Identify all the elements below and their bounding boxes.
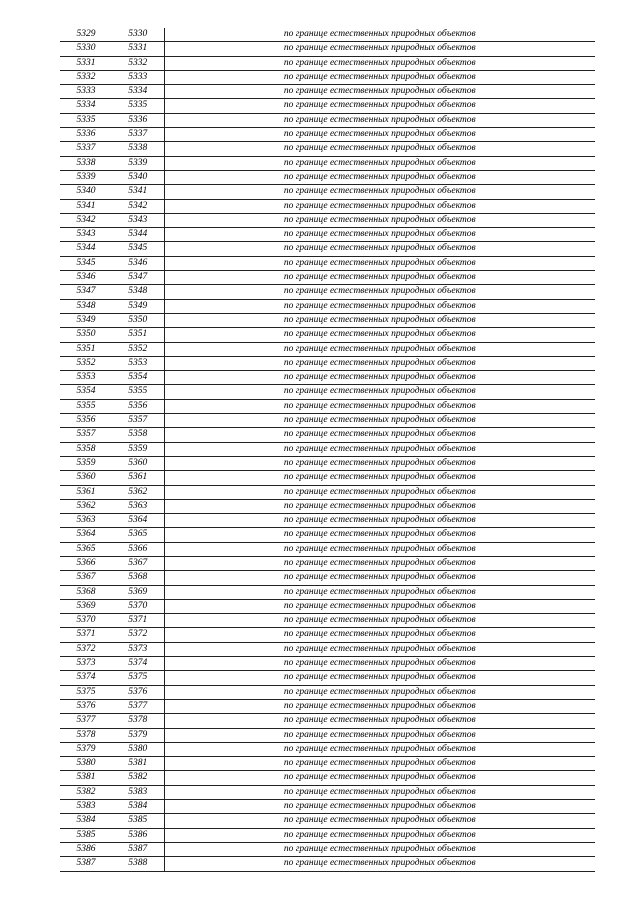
point-from-cell: 5381 [60, 771, 112, 785]
table-body [60, 28, 595, 871]
point-from-cell: 5337 [60, 142, 112, 156]
point-from-cell: 5356 [60, 414, 112, 428]
table-row [60, 371, 595, 385]
point-to-cell: 5334 [112, 85, 164, 99]
point-to-cell: 5386 [112, 828, 164, 842]
point-from-cell: 5379 [60, 742, 112, 756]
table-row [60, 728, 595, 742]
boundary-description-cell: по границе естественных природных объектов [164, 242, 595, 256]
boundary-description-cell: по границе естественных природных объектов [164, 671, 595, 685]
point-to-cell: 5366 [112, 542, 164, 556]
point-to-cell: 5383 [112, 785, 164, 799]
boundary-description-cell: по границе естественных природных объектов [164, 442, 595, 456]
table-row [60, 456, 595, 470]
table-row [60, 328, 595, 342]
boundary-description-cell: по границе естественных природных объектов [164, 385, 595, 399]
table-row [60, 128, 595, 142]
boundary-description-cell: по границе естественных природных объектов [164, 256, 595, 270]
boundary-description-cell: по границе естественных природных объектов [164, 299, 595, 313]
point-to-cell: 5343 [112, 213, 164, 227]
boundary-description-cell: по границе естественных природных объектов [164, 456, 595, 470]
table-row [60, 85, 595, 99]
point-to-cell: 5354 [112, 371, 164, 385]
table-row [60, 414, 595, 428]
boundary-description-cell: по границе естественных природных объектов [164, 156, 595, 170]
boundary-description-cell: по границе естественных природных объектов [164, 128, 595, 142]
table-row [60, 213, 595, 227]
point-to-cell: 5369 [112, 585, 164, 599]
table-row [60, 199, 595, 213]
boundary-description-cell: по границе естественных природных объектов [164, 414, 595, 428]
point-from-cell: 5386 [60, 842, 112, 856]
point-from-cell: 5343 [60, 228, 112, 242]
table-row [60, 685, 595, 699]
point-to-cell: 5357 [112, 414, 164, 428]
point-to-cell: 5358 [112, 428, 164, 442]
point-to-cell: 5360 [112, 456, 164, 470]
table-row [60, 485, 595, 499]
table-row [60, 828, 595, 842]
boundary-description-cell: по границе естественных природных объектов [164, 313, 595, 327]
point-to-cell: 5353 [112, 356, 164, 370]
boundary-description-cell: по границе естественных природных объектов [164, 685, 595, 699]
boundary-description-cell: по границе естественных природных объектов [164, 199, 595, 213]
boundary-description-cell: по границе естественных природных объектов [164, 271, 595, 285]
boundary-description-cell: по границе естественных природных объектов [164, 228, 595, 242]
point-from-cell: 5354 [60, 385, 112, 399]
point-from-cell: 5353 [60, 371, 112, 385]
table-row [60, 699, 595, 713]
boundary-description-cell: по границе естественных природных объектов [164, 113, 595, 127]
point-to-cell: 5378 [112, 714, 164, 728]
point-to-cell: 5355 [112, 385, 164, 399]
point-from-cell: 5370 [60, 614, 112, 628]
point-to-cell: 5332 [112, 56, 164, 70]
point-to-cell: 5356 [112, 399, 164, 413]
point-to-cell: 5368 [112, 571, 164, 585]
table-row [60, 313, 595, 327]
table-row [60, 757, 595, 771]
boundary-description-cell: по границе естественных природных объектов [164, 828, 595, 842]
table-row [60, 399, 595, 413]
boundary-description-cell: по границе естественных природных объектов [164, 614, 595, 628]
point-from-cell: 5338 [60, 156, 112, 170]
point-from-cell: 5387 [60, 857, 112, 871]
boundary-description-cell: по границе естественных природных объектов [164, 714, 595, 728]
point-to-cell: 5384 [112, 800, 164, 814]
boundary-description-cell: по границе естественных природных объектов [164, 571, 595, 585]
point-from-cell: 5360 [60, 471, 112, 485]
boundary-segments-table [60, 28, 595, 872]
point-from-cell: 5333 [60, 85, 112, 99]
point-from-cell: 5346 [60, 271, 112, 285]
boundary-description-cell: по границе естественных природных объектов [164, 742, 595, 756]
point-to-cell: 5381 [112, 757, 164, 771]
point-from-cell: 5374 [60, 671, 112, 685]
point-from-cell: 5348 [60, 299, 112, 313]
point-from-cell: 5361 [60, 485, 112, 499]
point-from-cell: 5368 [60, 585, 112, 599]
boundary-description-cell: по границе естественных природных объектов [164, 499, 595, 513]
table-row [60, 356, 595, 370]
table-row [60, 614, 595, 628]
table-row [60, 514, 595, 528]
point-from-cell: 5377 [60, 714, 112, 728]
point-to-cell: 5330 [112, 28, 164, 42]
boundary-description-cell: по границе естественных природных объектов [164, 142, 595, 156]
point-from-cell: 5358 [60, 442, 112, 456]
point-from-cell: 5375 [60, 685, 112, 699]
boundary-description-cell: по границе естественных природных объектов [164, 85, 595, 99]
point-from-cell: 5382 [60, 785, 112, 799]
point-from-cell: 5363 [60, 514, 112, 528]
boundary-description-cell: по границе естественных природных объектов [164, 699, 595, 713]
boundary-description-cell: по границе естественных природных объектов [164, 514, 595, 528]
table-row [60, 671, 595, 685]
point-from-cell: 5385 [60, 828, 112, 842]
table-row [60, 385, 595, 399]
point-from-cell: 5332 [60, 70, 112, 84]
point-from-cell: 5383 [60, 800, 112, 814]
table-row [60, 142, 595, 156]
point-from-cell: 5336 [60, 128, 112, 142]
boundary-description-cell: по границе естественных природных объектов [164, 485, 595, 499]
point-from-cell: 5355 [60, 399, 112, 413]
point-from-cell: 5339 [60, 170, 112, 184]
point-from-cell: 5380 [60, 757, 112, 771]
table-row [60, 170, 595, 184]
boundary-description-cell: по границе естественных природных объектов [164, 771, 595, 785]
point-from-cell: 5342 [60, 213, 112, 227]
point-from-cell: 5372 [60, 642, 112, 656]
boundary-description-cell: по границе естественных природных объектов [164, 70, 595, 84]
boundary-description-cell: по границе естественных природных объектов [164, 342, 595, 356]
point-to-cell: 5344 [112, 228, 164, 242]
point-from-cell: 5364 [60, 528, 112, 542]
boundary-description-cell: по границе естественных природных объектов [164, 528, 595, 542]
boundary-description-cell: по границе естественных природных объектов [164, 399, 595, 413]
point-from-cell: 5351 [60, 342, 112, 356]
point-from-cell: 5376 [60, 699, 112, 713]
table-row [60, 256, 595, 270]
boundary-description-cell: по границе естественных природных объектов [164, 785, 595, 799]
boundary-description-cell: по границе естественных природных объектов [164, 556, 595, 570]
table-row [60, 542, 595, 556]
table-row [60, 185, 595, 199]
boundary-description-cell: по границе естественных природных объектов [164, 56, 595, 70]
point-to-cell: 5365 [112, 528, 164, 542]
point-from-cell: 5330 [60, 42, 112, 56]
table-row [60, 742, 595, 756]
table-row [60, 857, 595, 871]
point-to-cell: 5345 [112, 242, 164, 256]
table-row [60, 585, 595, 599]
boundary-description-cell: по границе естественных природных объектов [164, 328, 595, 342]
table-row [60, 342, 595, 356]
point-to-cell: 5372 [112, 628, 164, 642]
boundary-description-cell: по границе естественных природных объектов [164, 728, 595, 742]
boundary-description-cell: по границе естественных природных объектов [164, 642, 595, 656]
boundary-description-cell: по границе естественных природных объектов [164, 170, 595, 184]
point-to-cell: 5336 [112, 113, 164, 127]
point-to-cell: 5352 [112, 342, 164, 356]
point-to-cell: 5347 [112, 271, 164, 285]
boundary-description-cell: по границе естественных природных объектов [164, 842, 595, 856]
point-to-cell: 5340 [112, 170, 164, 184]
table-row [60, 471, 595, 485]
boundary-description-cell: по границе естественных природных объектов [164, 185, 595, 199]
point-to-cell: 5375 [112, 671, 164, 685]
boundary-description-cell: по границе естественных природных объектов [164, 857, 595, 871]
point-to-cell: 5379 [112, 728, 164, 742]
point-to-cell: 5380 [112, 742, 164, 756]
table-row [60, 271, 595, 285]
point-to-cell: 5346 [112, 256, 164, 270]
point-from-cell: 5371 [60, 628, 112, 642]
boundary-description-cell: по границе естественных природных объектов [164, 471, 595, 485]
boundary-description-cell: по границе естественных природных объектов [164, 285, 595, 299]
point-from-cell: 5331 [60, 56, 112, 70]
point-to-cell: 5376 [112, 685, 164, 699]
point-from-cell: 5347 [60, 285, 112, 299]
table-row [60, 628, 595, 642]
point-to-cell: 5367 [112, 556, 164, 570]
point-to-cell: 5385 [112, 814, 164, 828]
point-to-cell: 5339 [112, 156, 164, 170]
point-from-cell: 5373 [60, 657, 112, 671]
table-row [60, 599, 595, 613]
boundary-description-cell: по границе естественных природных объектов [164, 814, 595, 828]
point-from-cell: 5352 [60, 356, 112, 370]
table-row [60, 814, 595, 828]
point-to-cell: 5337 [112, 128, 164, 142]
table-row [60, 99, 595, 113]
point-from-cell: 5365 [60, 542, 112, 556]
table-row [60, 499, 595, 513]
point-to-cell: 5364 [112, 514, 164, 528]
point-to-cell: 5373 [112, 642, 164, 656]
table-row [60, 771, 595, 785]
table-row [60, 42, 595, 56]
point-from-cell: 5378 [60, 728, 112, 742]
point-to-cell: 5363 [112, 499, 164, 513]
table-row [60, 842, 595, 856]
table-row [60, 56, 595, 70]
boundary-description-cell: по границе естественных природных объектов [164, 356, 595, 370]
point-from-cell: 5340 [60, 185, 112, 199]
table-row [60, 228, 595, 242]
point-from-cell: 5362 [60, 499, 112, 513]
point-from-cell: 5350 [60, 328, 112, 342]
boundary-description-cell: по границе естественных природных объектов [164, 542, 595, 556]
boundary-description-cell: по границе естественных природных объектов [164, 99, 595, 113]
point-to-cell: 5351 [112, 328, 164, 342]
point-from-cell: 5344 [60, 242, 112, 256]
point-to-cell: 5338 [112, 142, 164, 156]
point-to-cell: 5377 [112, 699, 164, 713]
table-row [60, 528, 595, 542]
point-to-cell: 5333 [112, 70, 164, 84]
boundary-description-cell: по границе естественных природных объектов [164, 213, 595, 227]
point-from-cell: 5345 [60, 256, 112, 270]
point-to-cell: 5371 [112, 614, 164, 628]
boundary-description-cell: по границе естественных природных объектов [164, 42, 595, 56]
point-to-cell: 5341 [112, 185, 164, 199]
boundary-description-cell: по границе естественных природных объектов [164, 800, 595, 814]
boundary-description-cell: по границе естественных природных объектов [164, 428, 595, 442]
point-to-cell: 5331 [112, 42, 164, 56]
boundary-description-cell: по границе естественных природных объектов [164, 371, 595, 385]
table-row [60, 657, 595, 671]
table-row [60, 642, 595, 656]
table-row [60, 28, 595, 42]
point-to-cell: 5349 [112, 299, 164, 313]
table-row [60, 428, 595, 442]
table-row [60, 285, 595, 299]
point-to-cell: 5382 [112, 771, 164, 785]
table-row [60, 442, 595, 456]
table-row [60, 714, 595, 728]
boundary-description-cell: по границе естественных природных объектов [164, 28, 595, 42]
point-to-cell: 5370 [112, 599, 164, 613]
point-to-cell: 5342 [112, 199, 164, 213]
boundary-description-cell: по границе естественных природных объектов [164, 628, 595, 642]
table-row [60, 156, 595, 170]
point-from-cell: 5367 [60, 571, 112, 585]
table-row [60, 242, 595, 256]
table-row [60, 70, 595, 84]
table-row [60, 800, 595, 814]
point-to-cell: 5361 [112, 471, 164, 485]
table-row [60, 556, 595, 570]
boundary-description-cell: по границе естественных природных объектов [164, 757, 595, 771]
boundary-description-cell: по границе естественных природных объектов [164, 657, 595, 671]
point-to-cell: 5362 [112, 485, 164, 499]
point-from-cell: 5335 [60, 113, 112, 127]
table-row [60, 113, 595, 127]
point-to-cell: 5359 [112, 442, 164, 456]
point-from-cell: 5357 [60, 428, 112, 442]
point-to-cell: 5387 [112, 842, 164, 856]
boundary-description-cell: по границе естественных природных объектов [164, 599, 595, 613]
point-from-cell: 5384 [60, 814, 112, 828]
table-row [60, 571, 595, 585]
point-to-cell: 5350 [112, 313, 164, 327]
table-row [60, 785, 595, 799]
point-to-cell: 5348 [112, 285, 164, 299]
point-to-cell: 5374 [112, 657, 164, 671]
point-to-cell: 5335 [112, 99, 164, 113]
table-row [60, 299, 595, 313]
boundary-description-cell: по границе естественных природных объектов [164, 585, 595, 599]
point-from-cell: 5341 [60, 199, 112, 213]
point-to-cell: 5388 [112, 857, 164, 871]
point-from-cell: 5366 [60, 556, 112, 570]
point-from-cell: 5349 [60, 313, 112, 327]
point-from-cell: 5334 [60, 99, 112, 113]
point-from-cell: 5359 [60, 456, 112, 470]
point-from-cell: 5369 [60, 599, 112, 613]
point-from-cell: 5329 [60, 28, 112, 42]
